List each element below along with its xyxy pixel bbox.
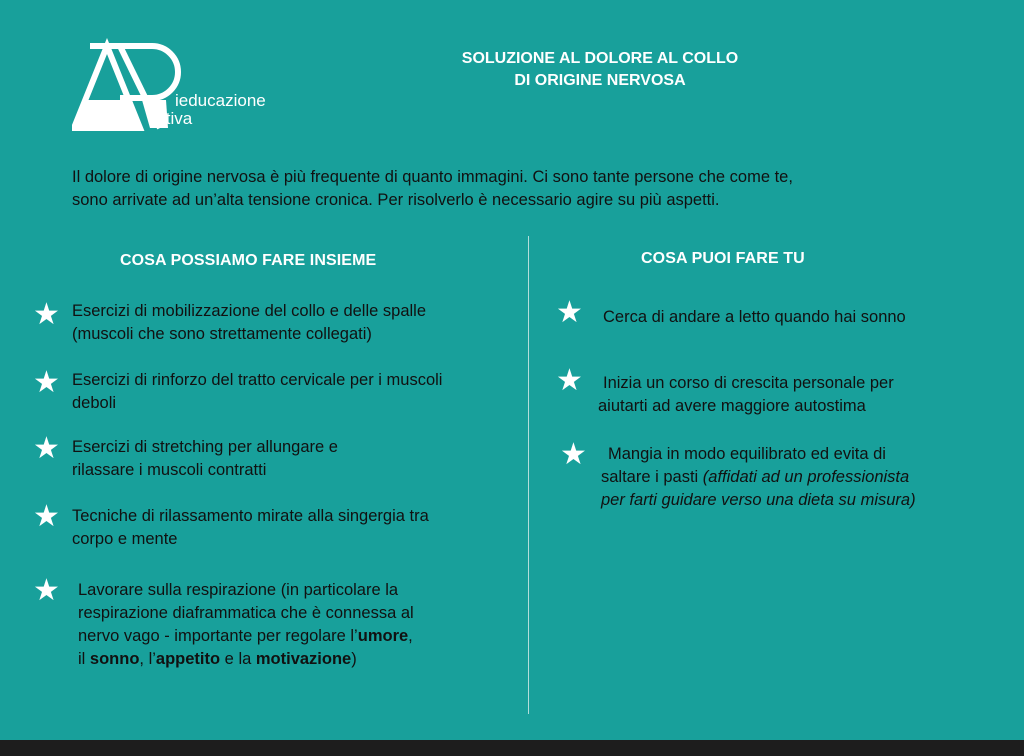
emphasis-sonno: sonno [89, 650, 140, 668]
right-item-3-line2-b: (affidati ad un professionista [702, 468, 910, 486]
left-item-5-line4-a: il [78, 650, 90, 668]
left-item-4-line2: corpo e mente [72, 530, 178, 548]
left-item-5-line4 [78, 648, 414, 671]
left-item-2 [72, 369, 442, 415]
star-icon: ★ [33, 573, 60, 608]
right-item-1-line1: Cerca di andare a letto quando hai sonno [603, 308, 906, 326]
intro-line2: sono arrivate ad un’alta tensione cronica. Per risolverlo è necessario agire su più aspetti. [72, 191, 720, 209]
right-item-3-line3: per farti guidare verso una dieta su misura) [601, 491, 916, 509]
left-item-1-line2: (muscoli che sono strettamente collegati) [72, 325, 372, 343]
left-item-4 [72, 505, 429, 551]
left-item-5-line4-c: , l’ [139, 650, 156, 668]
star-icon: ★ [556, 363, 583, 398]
left-item-5-line3-text: nervo vago - importante per regolare l’ [78, 627, 358, 645]
emphasis-motivazione: motivazione [255, 650, 352, 668]
right-item-2-line2: aiutarti ad avere maggiore autostima [598, 397, 866, 415]
right-item-2-line1: Inizia un corso di crescita personale per [603, 374, 894, 392]
right-item-3-line2-a: saltare i pasti [601, 468, 703, 486]
left-item-3-line2: rilassare i muscoli contratti [72, 461, 267, 479]
left-item-2-line1: Esercizi di rinforzo del tratto cervicale per i muscoli [72, 371, 443, 389]
left-column-heading: COSA POSSIAMO FARE INSIEME [120, 252, 377, 269]
left-item-5-line3 [78, 625, 414, 648]
left-item-3 [72, 436, 338, 482]
intro-line1: Il dolore di origine nervosa è più frequente di quanto immagini. Ci sono tante persone che come te, [72, 168, 793, 186]
left-item-1 [72, 300, 426, 346]
left-item-1-line1: Esercizi di mobilizzazione del collo e delle spalle [72, 302, 427, 320]
page-title [400, 48, 800, 92]
star-icon: ★ [33, 297, 60, 332]
left-item-5-line2: respirazione diaframmatica che è connessa al [78, 604, 414, 622]
title-line2: DI ORIGINE NERVOSA [514, 72, 686, 89]
right-column-heading: COSA PUOI FARE TU [641, 250, 805, 267]
logo [72, 38, 302, 133]
right-item-1 [603, 306, 906, 329]
right-item-2 [598, 372, 894, 418]
logo-text-line2: ttiva [161, 109, 193, 128]
left-item-4-line1: Tecniche di rilassamento mirate alla singergia tra [72, 507, 429, 525]
title-line1: SOLUZIONE AL DOLORE AL COLLO [461, 50, 739, 67]
left-item-5-line1: Lavorare sulla respirazione (in particolare la [78, 581, 399, 599]
emphasis-umore: umore [357, 627, 409, 645]
left-item-5 [78, 579, 414, 671]
right-item-3-line1: Mangia in modo equilibrato ed evita di [608, 445, 886, 463]
star-icon: ★ [33, 431, 60, 466]
star-icon: ★ [33, 499, 60, 534]
emphasis-appetito: appetito [155, 650, 221, 668]
star-icon: ★ [33, 365, 60, 400]
left-item-3-line1: Esercizi di stretching per allungare e [72, 438, 338, 456]
star-icon: ★ [560, 437, 587, 472]
left-item-5-line4-g: ) [351, 650, 357, 668]
intro-paragraph [72, 166, 972, 212]
star-icon: ★ [556, 295, 583, 330]
left-item-5-line4-e: e la [220, 650, 256, 668]
logo-text-line1: ieducazione [175, 91, 266, 110]
left-item-5-line3-comma: , [408, 627, 413, 645]
column-divider [528, 236, 529, 714]
right-item-3-line2 [601, 466, 916, 489]
left-item-2-line2: deboli [72, 394, 117, 412]
right-item-3 [601, 443, 916, 512]
